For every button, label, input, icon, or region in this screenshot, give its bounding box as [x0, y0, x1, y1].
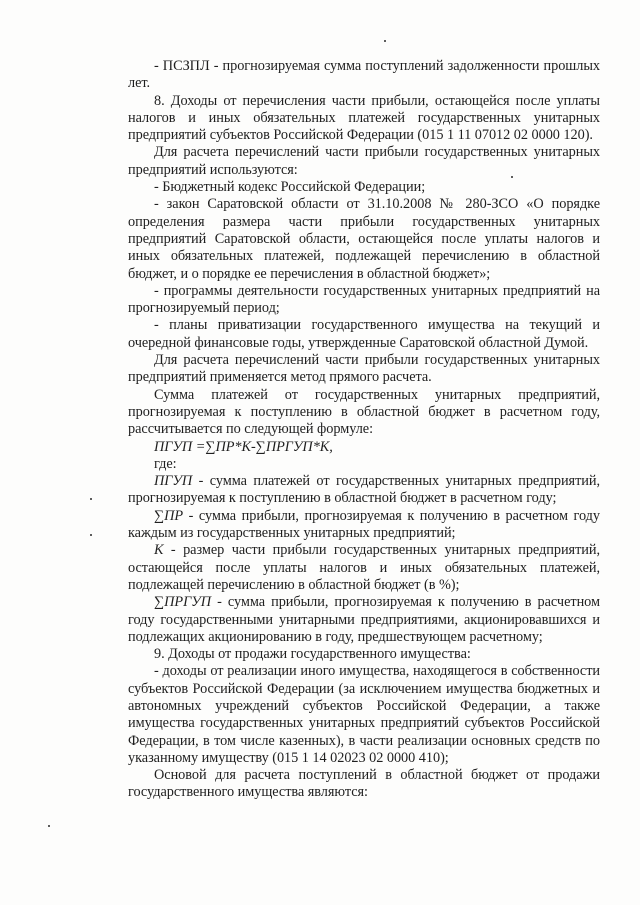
paragraph: Для расчета перечислений части прибыли государственных унитарных предприятий применяется метод прямого расчета. — [128, 352, 600, 386]
paragraph: - планы приватизации государственного имущества на текущий и очередной финансовые годы, утвержденные Саратовской областной Думой. — [128, 317, 600, 351]
definition — [128, 594, 600, 646]
definition-symbol: ∑ПРГУП — [154, 594, 212, 611]
scan-speck — [90, 534, 92, 536]
definition-symbol: ∑ПР — [154, 507, 184, 524]
formula: ПГУП =∑ПР*К-∑ПРГУП*К, — [154, 438, 333, 455]
scan-speck — [48, 825, 50, 827]
paragraph: - ПСЗПЛ - прогнозируемая сумма поступлений задолженности прошлых лет. — [128, 58, 600, 92]
scan-speck — [90, 498, 92, 500]
definition — [128, 542, 600, 594]
paragraph: - доходы от реализации иного имущества, находящегося в собственности субъектов Российской Федерации (за исключением имущества бюджетных и автономных учреждений субъектов Российской Федерации, а также имущества государственных унитарных предприятий субъектов Российской Федерации, в том числе казенных), в части реализации основных средств по указанному имуществу (015 1 14 02023 02 0000 410); — [128, 663, 600, 766]
definition-text: - сумма прибыли, прогнозируемая к получению в расчетном году государственными унитарными предприятиями, акционировавшихся и подлежащих акционированию в году, предшествующем расчетному; — [128, 594, 600, 645]
paragraph: - закон Саратовской области от 31.10.2008 № 280-ЗСО «О порядке определения размера части прибыли государственных унитарных предприятий Саратовской области, остающейся после уплаты налогов и иных обязательных платежей, подлежащей перечислению в областной бюджет, и о порядке ее перечисления в областной бюджет»; — [128, 196, 600, 282]
definition-symbol: ПГУП — [154, 473, 193, 490]
paragraph: Сумма платежей от государственных унитарных предприятий, прогнозируемая к поступлению в областной бюджет в расчетном году, рассчитывается по следующей формуле: — [128, 386, 600, 438]
definition-text: - сумма платежей от государственных унитарных предприятий, прогнозируемая к поступлению в областной бюджет в расчетном году; — [128, 473, 600, 507]
paragraph: Основой для расчета поступлений в областной бюджет от продажи государственного имущества являются: — [128, 767, 600, 801]
paragraph: Для расчета перечислений части прибыли государственных унитарных предприятий используются: — [128, 144, 600, 178]
paragraph: - Бюджетный кодекс Российской Федерации; — [154, 179, 426, 196]
section-heading: 9. Доходы от продажи государственного имущества: — [154, 646, 471, 663]
definition-text: - сумма прибыли, прогнозируемая к получению в расчетном году каждым из государственных унитарных предприятий; — [128, 507, 600, 542]
definition-symbol: К — [154, 542, 164, 559]
paragraph: - программы деятельности государственных унитарных предприятий на прогнозируемый период; — [128, 282, 600, 317]
definition-text: - размер части прибыли государственных унитарных предприятий, остающейся после уплаты налогов и иных обязательных платежей, подлежащей перечислению в областной бюджет (в %); — [128, 542, 600, 593]
definition — [128, 473, 600, 508]
scan-speck — [384, 40, 386, 42]
document-body — [128, 58, 600, 802]
paragraph: 8. Доходы от перечисления части прибыли, остающейся после уплаты налогов и иных обязательных платежей государственных унитарных предприятий субъектов Российской Федерации (015 1 11 07012 02 0000 120). — [128, 92, 600, 144]
formula-where: где: — [154, 455, 177, 472]
definition — [128, 508, 600, 543]
